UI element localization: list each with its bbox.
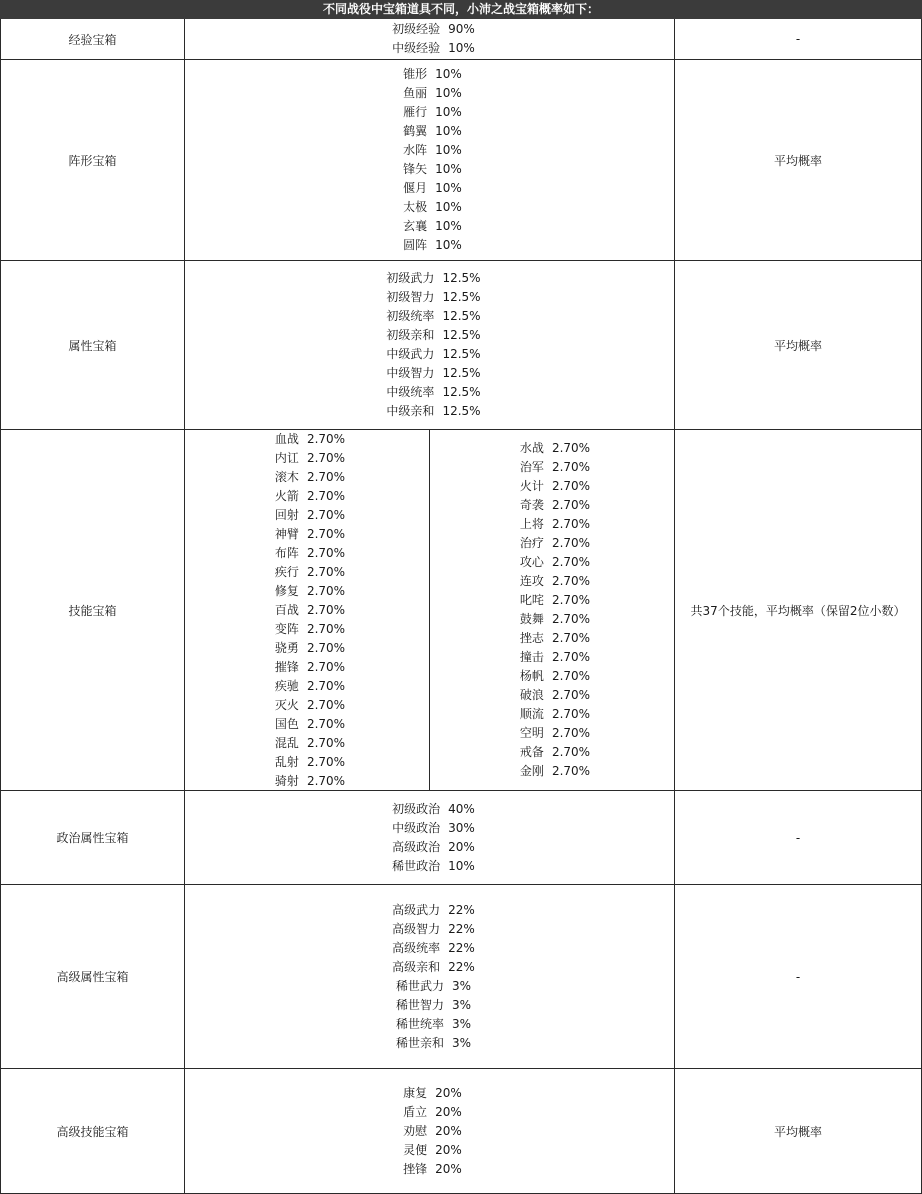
item-name: 修复 <box>274 583 299 598</box>
chest-note: 平均概率 <box>675 60 922 260</box>
item-probability: 10% <box>435 143 462 157</box>
item-name: 顺流 <box>519 707 544 721</box>
item-probability: 22% <box>448 940 475 955</box>
item-name: 百战 <box>274 602 299 617</box>
item-probability: 2.70% <box>306 602 346 617</box>
item-name: 水战 <box>519 441 544 455</box>
item-probability: 2.70% <box>551 612 591 626</box>
list-item <box>269 734 345 753</box>
item-name: 鱼丽 <box>403 86 428 100</box>
item-probability: 12.5% <box>442 309 481 323</box>
item-name: 中级经验 <box>392 41 441 55</box>
chest-name: 属性宝箱 <box>0 261 185 429</box>
item-probability: 2.70% <box>551 460 591 474</box>
item-name: 太极 <box>403 200 428 214</box>
item-name: 杨帆 <box>519 669 544 683</box>
list-item <box>269 430 345 449</box>
item-probability: 2.70% <box>551 555 591 569</box>
list-item <box>269 639 345 658</box>
item-name: 中级武力 <box>386 347 435 361</box>
item-name: 摧锋 <box>274 659 299 674</box>
item-name: 初级亲和 <box>386 328 435 342</box>
item-probability: 10% <box>435 162 462 176</box>
item-name: 乱射 <box>274 754 299 769</box>
list-item <box>397 1103 462 1122</box>
chest-name: 技能宝箱 <box>0 430 185 790</box>
chest-note: 共37个技能，平均概率（保留2位小数） <box>675 430 922 790</box>
list-item <box>514 705 590 724</box>
item-name: 鹤翼 <box>403 124 428 138</box>
chest-note: - <box>675 885 922 1068</box>
item-probability: 10% <box>435 181 462 195</box>
item-probability: 2.70% <box>551 631 591 645</box>
list-item <box>269 601 345 620</box>
list-item <box>269 715 345 734</box>
item-name: 圆阵 <box>403 238 428 252</box>
chest-note: 平均概率 <box>675 261 922 429</box>
list-item <box>269 753 345 772</box>
item-probability: 10% <box>435 86 462 100</box>
item-probability: 2.70% <box>551 536 591 550</box>
item-name: 火箭 <box>274 488 299 503</box>
item-probability: 2.70% <box>306 564 346 579</box>
list-item <box>514 458 590 477</box>
chest-items <box>185 885 675 1068</box>
item-probability: 10% <box>448 41 475 55</box>
item-name: 锋矢 <box>403 162 428 176</box>
item-probability: 22% <box>448 902 475 917</box>
list-item <box>378 345 480 364</box>
item-name: 挫锋 <box>403 1161 428 1176</box>
item-probability: 10% <box>435 124 462 138</box>
chest-items <box>185 60 675 260</box>
item-name: 偃月 <box>403 181 428 195</box>
item-probability: 20% <box>435 1142 462 1157</box>
list-item <box>397 141 462 160</box>
item-probability: 30% <box>448 820 475 835</box>
list-item <box>514 629 590 648</box>
item-probability: 2.70% <box>306 621 346 636</box>
item-name: 戒备 <box>519 745 544 759</box>
item-probability: 40% <box>448 801 475 816</box>
item-name: 血战 <box>274 431 299 446</box>
item-probability: 2.70% <box>306 545 346 560</box>
list-item <box>397 1122 462 1141</box>
item-name: 骁勇 <box>274 640 299 655</box>
list-item <box>514 496 590 515</box>
list-item <box>514 648 590 667</box>
list-item <box>269 525 345 544</box>
item-name: 火计 <box>519 479 544 493</box>
item-probability: 12.5% <box>442 328 481 342</box>
item-name: 高级武力 <box>392 902 441 917</box>
table-row <box>0 791 922 885</box>
item-name: 攻心 <box>519 555 544 569</box>
item-probability: 12.5% <box>442 366 481 380</box>
list-item <box>269 658 345 677</box>
item-name: 疾行 <box>274 564 299 579</box>
chest-note: - <box>675 791 922 884</box>
item-probability: 12.5% <box>442 385 481 399</box>
item-name: 奇袭 <box>519 498 544 512</box>
list-item <box>384 901 475 920</box>
item-probability: 22% <box>448 959 475 974</box>
item-name: 鼓舞 <box>519 612 544 626</box>
item-probability: 2.70% <box>306 735 346 750</box>
list-item <box>378 288 480 307</box>
item-probability: 2.70% <box>551 745 591 759</box>
item-probability: 12.5% <box>442 290 481 304</box>
item-name: 高级政治 <box>392 839 441 854</box>
item-probability: 2.70% <box>551 479 591 493</box>
chest-name: 政治属性宝箱 <box>0 791 185 884</box>
list-item <box>397 179 462 198</box>
chest-name: 高级属性宝箱 <box>0 885 185 1068</box>
chest-items-left <box>185 430 430 790</box>
item-probability: 20% <box>435 1104 462 1119</box>
item-name: 中级政治 <box>392 820 441 835</box>
list-item <box>397 1141 462 1160</box>
item-name: 高级统率 <box>392 940 441 955</box>
item-probability: 2.70% <box>306 507 346 522</box>
item-name: 中级亲和 <box>386 404 435 418</box>
list-item <box>384 920 475 939</box>
item-name: 雁行 <box>403 105 428 119</box>
list-item <box>397 160 462 179</box>
item-name: 初级政治 <box>392 801 441 816</box>
list-item <box>514 439 590 458</box>
list-item <box>514 743 590 762</box>
list-item <box>269 677 345 696</box>
list-item <box>388 996 471 1015</box>
item-name: 疾驰 <box>274 678 299 693</box>
item-name: 高级智力 <box>392 921 441 936</box>
list-item <box>514 610 590 629</box>
list-item <box>514 686 590 705</box>
list-item <box>514 762 590 781</box>
item-name: 布阵 <box>274 545 299 560</box>
item-probability: 2.70% <box>551 650 591 664</box>
item-probability: 3% <box>451 978 472 993</box>
item-probability: 12.5% <box>442 404 481 418</box>
list-item <box>378 402 480 421</box>
list-item <box>269 563 345 582</box>
list-item <box>269 449 345 468</box>
item-probability: 2.70% <box>551 593 591 607</box>
item-name: 康复 <box>403 1085 428 1100</box>
chest-note: 平均概率 <box>675 1069 922 1193</box>
list-item <box>514 591 590 610</box>
item-probability: 2.70% <box>306 773 346 788</box>
item-name: 稀世武力 <box>395 978 444 993</box>
item-probability: 3% <box>451 997 472 1012</box>
list-item <box>378 326 480 345</box>
item-probability: 20% <box>435 1085 462 1100</box>
list-item <box>384 819 475 838</box>
item-probability: 2.70% <box>551 688 591 702</box>
item-probability: 90% <box>448 22 475 36</box>
item-probability: 2.70% <box>306 469 346 484</box>
chest-name: 阵形宝箱 <box>0 60 185 260</box>
item-name: 治军 <box>519 460 544 474</box>
item-probability: 10% <box>448 858 475 873</box>
item-probability: 20% <box>435 1161 462 1176</box>
item-name: 初级智力 <box>386 290 435 304</box>
chest-name: 经验宝箱 <box>0 19 185 59</box>
list-item <box>514 572 590 591</box>
table-row <box>0 19 922 60</box>
item-probability: 12.5% <box>442 271 481 285</box>
item-probability: 3% <box>451 1035 472 1050</box>
item-probability: 22% <box>448 921 475 936</box>
item-name: 稀世亲和 <box>395 1035 444 1050</box>
item-probability: 20% <box>435 1123 462 1138</box>
table-row <box>0 885 922 1069</box>
list-item <box>397 84 462 103</box>
item-name: 滚木 <box>274 469 299 484</box>
list-item <box>269 582 345 601</box>
chest-items <box>185 19 675 59</box>
table-title: 不同战役中宝箱道具不同，小沛之战宝箱概率如下： <box>0 0 922 19</box>
chest-note: - <box>675 19 922 59</box>
item-name: 变阵 <box>274 621 299 636</box>
list-item <box>384 838 475 857</box>
chest-items <box>185 1069 675 1193</box>
item-probability: 20% <box>448 839 475 854</box>
item-name: 劝慰 <box>403 1123 428 1138</box>
item-name: 稀世政治 <box>392 858 441 873</box>
item-name: 盾立 <box>403 1104 428 1119</box>
item-probability: 2.70% <box>306 526 346 541</box>
list-item <box>384 857 475 876</box>
list-item <box>514 515 590 534</box>
item-probability: 2.70% <box>306 431 346 446</box>
list-item <box>378 307 480 326</box>
list-item <box>397 198 462 217</box>
item-probability: 2.70% <box>306 450 346 465</box>
item-name: 初级武力 <box>386 271 435 285</box>
item-name: 破浪 <box>519 688 544 702</box>
item-name: 神臂 <box>274 526 299 541</box>
chest-items-right <box>430 430 675 790</box>
item-name: 灵便 <box>403 1142 428 1157</box>
list-item <box>384 800 475 819</box>
list-item <box>514 667 590 686</box>
item-name: 挫志 <box>519 631 544 645</box>
list-item <box>269 506 345 525</box>
item-name: 灭火 <box>274 697 299 712</box>
item-name: 玄襄 <box>403 219 428 233</box>
item-name: 骑射 <box>274 773 299 788</box>
list-item <box>397 1084 462 1103</box>
list-item <box>388 977 471 996</box>
list-item <box>397 1160 462 1179</box>
list-item <box>269 544 345 563</box>
list-item <box>384 939 475 958</box>
item-probability: 12.5% <box>442 347 481 361</box>
list-item <box>514 724 590 743</box>
item-name: 叱咤 <box>519 593 544 607</box>
item-name: 空明 <box>519 726 544 740</box>
table-row <box>0 60 922 261</box>
list-item <box>514 534 590 553</box>
list-item <box>397 217 462 236</box>
list-item <box>269 620 345 639</box>
item-probability: 10% <box>435 238 462 252</box>
list-item <box>378 383 480 402</box>
item-name: 混乱 <box>274 735 299 750</box>
list-item <box>388 1034 471 1053</box>
table-row <box>0 261 922 430</box>
list-item <box>384 20 475 39</box>
list-item <box>269 487 345 506</box>
item-name: 初级经验 <box>392 22 441 36</box>
list-item <box>397 103 462 122</box>
item-probability: 2.70% <box>306 678 346 693</box>
item-probability: 10% <box>435 105 462 119</box>
item-probability: 2.70% <box>551 707 591 721</box>
item-name: 国色 <box>274 716 299 731</box>
table-row <box>0 1069 922 1194</box>
list-item <box>388 1015 471 1034</box>
list-item <box>378 269 480 288</box>
item-probability: 2.70% <box>551 764 591 778</box>
list-item <box>269 772 345 791</box>
chest-name: 高级技能宝箱 <box>0 1069 185 1193</box>
item-name: 连攻 <box>519 574 544 588</box>
item-probability: 2.70% <box>551 669 591 683</box>
item-probability: 2.70% <box>306 659 346 674</box>
list-item <box>384 39 475 58</box>
item-name: 金刚 <box>519 764 544 778</box>
list-item <box>514 553 590 572</box>
chest-items <box>185 261 675 429</box>
chest-items <box>185 791 675 884</box>
item-probability: 2.70% <box>306 754 346 769</box>
item-name: 水阵 <box>403 143 428 157</box>
item-name: 中级智力 <box>386 366 435 380</box>
list-item <box>514 477 590 496</box>
item-probability: 2.70% <box>306 716 346 731</box>
item-name: 初级统率 <box>386 309 435 323</box>
item-probability: 2.70% <box>551 498 591 512</box>
item-name: 稀世统率 <box>395 1016 444 1031</box>
list-item <box>397 65 462 84</box>
item-name: 锥形 <box>403 67 428 81</box>
list-item <box>384 958 475 977</box>
item-probability: 10% <box>435 67 462 81</box>
list-item <box>378 364 480 383</box>
list-item <box>397 122 462 141</box>
list-item <box>269 696 345 715</box>
item-probability: 2.70% <box>306 583 346 598</box>
list-item <box>397 236 462 255</box>
item-probability: 2.70% <box>306 640 346 655</box>
item-probability: 2.70% <box>551 574 591 588</box>
item-name: 回射 <box>274 507 299 522</box>
item-probability: 2.70% <box>551 517 591 531</box>
item-name: 高级亲和 <box>392 959 441 974</box>
item-probability: 2.70% <box>551 726 591 740</box>
item-probability: 2.70% <box>306 697 346 712</box>
item-probability: 10% <box>435 219 462 233</box>
item-probability: 10% <box>435 200 462 214</box>
item-name: 治疗 <box>519 536 544 550</box>
item-probability: 2.70% <box>551 441 591 455</box>
item-name: 中级统率 <box>386 385 435 399</box>
item-name: 内讧 <box>274 450 299 465</box>
item-name: 上将 <box>519 517 544 531</box>
item-name: 撞击 <box>519 650 544 664</box>
item-probability: 3% <box>451 1016 472 1031</box>
item-probability: 2.70% <box>306 488 346 503</box>
item-name: 稀世智力 <box>395 997 444 1012</box>
list-item <box>269 468 345 487</box>
table-row <box>0 430 922 791</box>
